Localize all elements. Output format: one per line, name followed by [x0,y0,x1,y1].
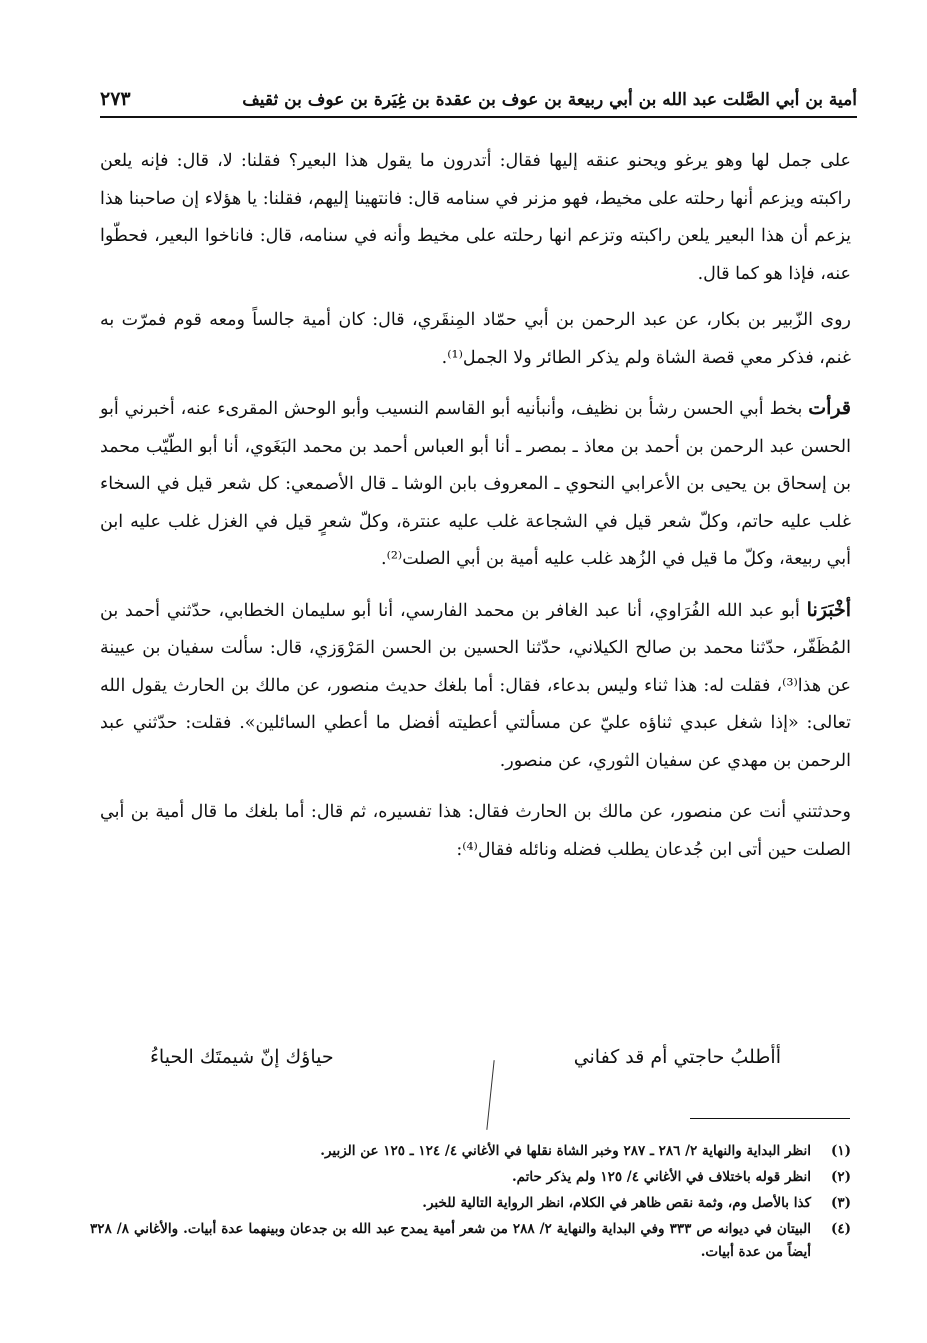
footnote [90,1140,851,1163]
verse-second-hemistich: حياؤك إنّ شيمتَك الحياءُ [150,1046,334,1068]
footnote-text: انظر البداية والنهاية ٢/ ٢٨٦ ـ ٢٨٧ وخبر الشاة نقلها في الأغاني ٤/ ١٢٤ ـ ١٢٥ عن الزبير. [320,1143,811,1159]
main-text [100,142,851,882]
paragraph-lead: أخْبَرَنا [806,598,851,621]
paragraph [100,592,851,781]
footnote-text: كذا بالأصل وم، وثمة نقص ظاهر في الكلام، انظر الرواية التالية للخبر. [422,1195,811,1211]
paragraph [100,390,851,579]
footnote-number: (١) [830,1143,851,1159]
running-title: أمية بن أبي الصَّلت عبد الله بن أبي ربيعة بن عوف بن عقدة بن غِيَرة بن عوف بن ثقيف [242,90,857,110]
footnote-number: (٢) [830,1169,851,1185]
paragraph-text: وحدثتني أنت عن منصور، عن مالك بن الحارث فقال: هذا تفسيره، ثم قال: أما بلغك ما قال أمية بن أبي الصلت حين أتى ابن جُدعان يطلب فضله ونائله فقال⁽⁴⁾: [100,802,851,860]
paragraph [100,793,851,869]
footnote [90,1166,851,1189]
footnote-text: البيتان في ديوانه ص ٣٣٣ وفي البداية والنهاية ٢/ ٢٨٨ من شعر أمية يمدح عبد الله بن جدعان وبينهما عدة أبيات. والأغاني ٨/ ٣٢٨ أيضاً من عدة أبيات. [90,1221,811,1260]
footnotes [90,1140,851,1267]
paragraph [100,301,851,377]
footnote-text: انظر قوله باختلاف في الأغاني ٤/ ١٢٥ ولم يذكر حاتم. [511,1169,811,1185]
poem-verse [150,1046,781,1068]
page-header [100,78,857,118]
paragraph-text: بخط أبي الحسن رشأ بن نظيف، وأنبأنيه أبو القاسم النسيب وأبو الوحش المقرىء عنه، أخبرني أبو الحسن عبد الرحمن بن أحمد بن معاذ ـ بمصر ـ أنا أبو العباس أحمد بن محمد البَغَوي، أنا أبو الطّيّب محمد بن إسحاق بن يحيى بن الأعرابي النحوي ـ المعروف بابن الوشا ـ قال الأصمعي: كل شعر قيل في السخاء غلب عليه حاتم، وكلّ شعر قيل في الشجاعة غلب عليه عنترة، وكلّ شعرٍ قيل في الغزل غلب عليه ابن أبي ربيعة، وكلّ ما قيل في الزُهد غلب عليه أمية بن أبي الصلت⁽²⁾. [100,399,851,569]
pen-mark [486,1060,494,1130]
page-number: ٢٧٣ [100,88,131,110]
paragraph [100,142,851,293]
footnote [90,1218,851,1264]
footnote-number: (٤) [830,1221,851,1237]
footnote-divider [690,1118,850,1119]
footnote-number: (٣) [830,1195,851,1211]
footnote [90,1192,851,1215]
paragraph-lead: قرأت [808,397,851,419]
verse-first-hemistich: أأطلبُ حاجتي أم قد كفاني [573,1046,781,1068]
paragraph-text: على جمل لها وهو يرغو ويحنو عنقه إليها فقال: أتدرون ما يقول هذا البعير؟ فقلنا: لا، قال: فإنه يلعن راكبته ويزعم أنها رحلته على مخيط، فهو مزنر في سنامه قال: فانتهينا إليهم، فقلنا: يا هؤلاء إن صاحبنا هذا يزعم أن هذا البعير يلعن راكبته وتزعم انها رحلته على مخيط وأنه في سنامه، قال: فاناخوا البعير، فحطّوا عنه، فإذا هو كما قال. [100,151,851,284]
paragraph-text: أبو عبد الله الفُرَاوي، أنا عبد الغافر بن محمد الفارسي، أنا أبو سليمان الخطابي، حدّثني أحمد بن المُظَفّر، حدّثنا محمد بن صالح الكيلاني، حدّثنا الحسين بن الحسن المَرْوَزي، قال: سألت سفيان بن عيينة عن هذا⁽³⁾، فقلت له: هذا ثناء وليس بدعاء، فقال: أما بلغك حديث منصور، عن مالك بن الحارث يقول الله تعالى: «إذا شغل عبدي ثناؤه عليّ عن مسألتي أعطيته أفضل ما أعطي السائلين». فقلت: حدّثني عبد الرحمن بن مهدي عن سفيان الثوري، عن منصور. [100,600,851,771]
paragraph-text: روى الزّبير بن بكار، عن عبد الرحمن بن أبي حمّاد المِنقَري، قال: كان أمية جالساً ومعه قوم فمرّت به غنم، فذكر معي قصة الشاة ولم يذكر الطائر ولا الجمل⁽¹⁾. [100,310,851,368]
